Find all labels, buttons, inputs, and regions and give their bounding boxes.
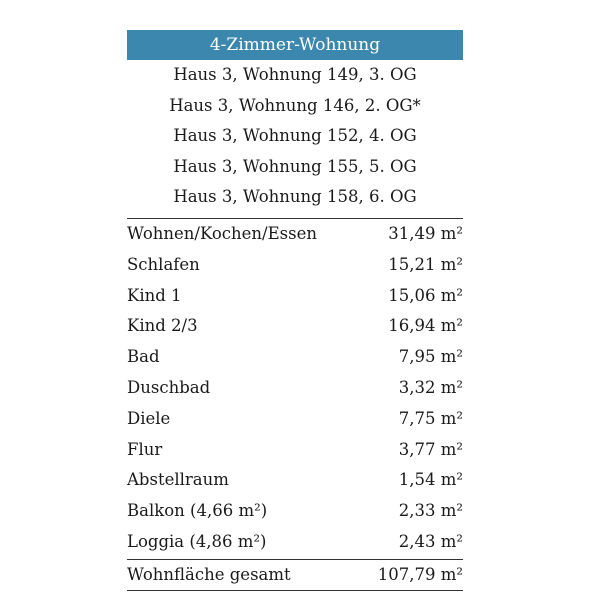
room-name: Schlafen [127, 254, 200, 274]
table-title: 4-Zimmer-Wohnung [127, 30, 463, 60]
room-name: Diele [127, 408, 171, 428]
room-name: Abstellraum [127, 470, 229, 490]
room-name: Flur [127, 439, 163, 459]
unit-item: Haus 3, Wohnung 146, 2. OG* [169, 95, 421, 115]
room-area: 16,94 m² [388, 316, 463, 336]
room-area: 7,75 m² [398, 408, 463, 428]
table-row [127, 527, 463, 558]
room-area: 3,32 m² [398, 377, 463, 397]
room-area: 3,77 m² [398, 439, 463, 459]
table-row [127, 496, 463, 527]
room-area: 15,21 m² [388, 254, 463, 274]
room-name: Bad [127, 347, 160, 367]
room-name: Wohnen/Kochen/Essen [127, 223, 317, 243]
room-name: Loggia (4,86 m²) [127, 531, 267, 551]
room-name: Kind 2/3 [127, 316, 198, 336]
table-row [127, 404, 463, 435]
table-row [127, 342, 463, 373]
room-area: 1,54 m² [398, 470, 463, 490]
room-area: 15,06 m² [388, 285, 463, 305]
total-row [127, 559, 463, 591]
total-area: 107,79 m² [377, 564, 463, 584]
unit-item: Haus 3, Wohnung 155, 5. OG [173, 156, 417, 176]
room-name: Kind 1 [127, 285, 182, 305]
room-area: 2,43 m² [398, 531, 463, 551]
room-area: 2,33 m² [398, 501, 463, 521]
room-area: 7,95 m² [398, 347, 463, 367]
table-row [127, 250, 463, 281]
table-row [127, 311, 463, 342]
area-table [127, 30, 463, 591]
table-row [127, 219, 463, 250]
total-label: Wohnfläche gesamt [127, 564, 291, 584]
unit-item: Haus 3, Wohnung 152, 4. OG [173, 126, 417, 146]
unit-item: Haus 3, Wohnung 158, 6. OG [173, 187, 417, 207]
table-row [127, 435, 463, 466]
unit-item: Haus 3, Wohnung 149, 3. OG [173, 65, 417, 84]
room-name: Balkon (4,66 m²) [127, 501, 268, 521]
room-name: Duschbad [127, 377, 211, 397]
room-area: 31,49 m² [388, 223, 463, 243]
table-row [127, 465, 463, 496]
room-list [127, 218, 463, 558]
unit-list [127, 60, 463, 213]
table-row [127, 281, 463, 312]
table-row [127, 373, 463, 404]
